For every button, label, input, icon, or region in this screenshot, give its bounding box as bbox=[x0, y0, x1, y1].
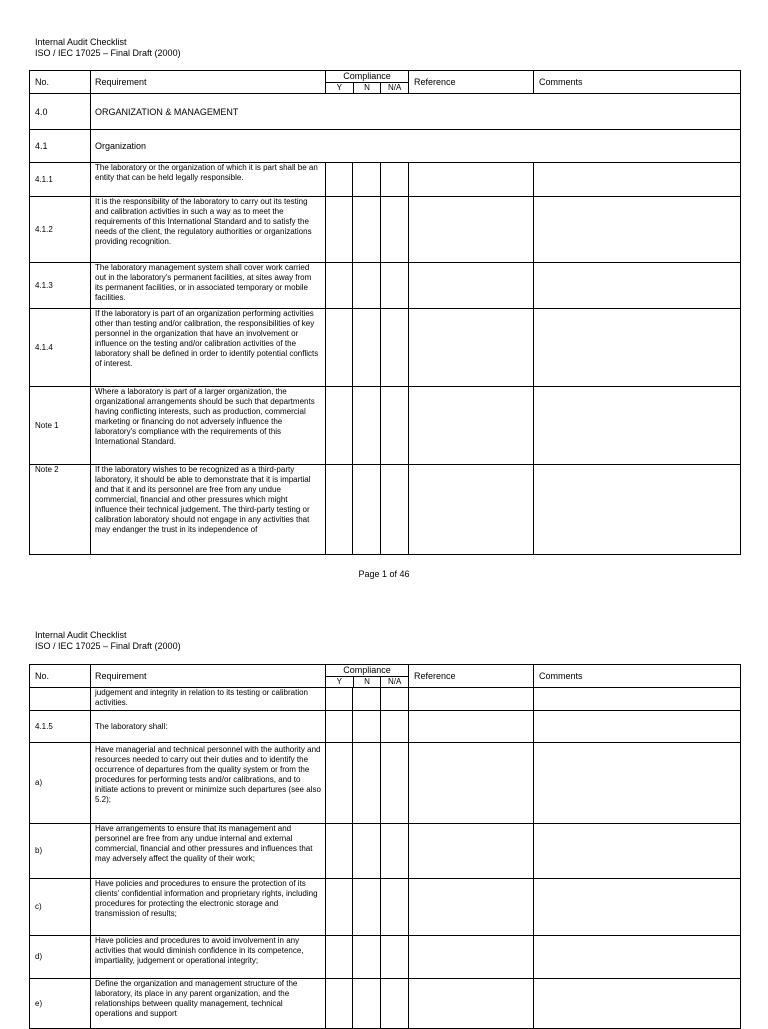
compliance-y-cell[interactable] bbox=[326, 824, 353, 879]
reference-cell[interactable] bbox=[409, 936, 534, 979]
comments-cell[interactable] bbox=[534, 688, 741, 711]
compliance-na-cell[interactable] bbox=[381, 309, 409, 387]
doc-header-page2 bbox=[35, 630, 181, 652]
page-footer: Page 1 of 46 bbox=[358, 569, 410, 579]
row-number: 4.1.4 bbox=[30, 309, 91, 387]
col-requirement-header: Requirement bbox=[91, 71, 326, 94]
compliance-n-cell[interactable] bbox=[353, 465, 381, 555]
compliance-n-cell[interactable] bbox=[353, 824, 381, 879]
comments-cell[interactable] bbox=[534, 824, 741, 879]
row-number: a) bbox=[30, 743, 91, 824]
table-row bbox=[30, 711, 741, 743]
table-row bbox=[30, 465, 741, 555]
compliance-na-cell[interactable] bbox=[381, 936, 409, 979]
row-requirement: The laboratory management system shall cover work carried out in the laboratory's permanent facilities, at sites away from its permanent facilities, or in associated temporary or mobile facilities. bbox=[91, 263, 326, 309]
comments-cell[interactable] bbox=[534, 879, 741, 936]
compliance-n-cell[interactable] bbox=[353, 163, 381, 197]
row-requirement: Have managerial and technical personnel with the authority and resources needed to carry out their duties and to identify the occurrence of departures from the quality system or from the procedures for performing tests and/or calibrations, and to initiate actions to prevent or minimize such departures (see also 5.2); bbox=[91, 743, 326, 824]
compliance-n-cell[interactable] bbox=[353, 309, 381, 387]
compliance-n-cell[interactable] bbox=[353, 197, 381, 263]
comments-cell[interactable] bbox=[534, 743, 741, 824]
compliance-na-cell[interactable] bbox=[381, 465, 409, 555]
row-number: 4.1.2 bbox=[30, 197, 91, 263]
reference-cell[interactable] bbox=[409, 711, 534, 743]
row-requirement: The laboratory or the organization of which it is part shall be an entity that can be held legally responsible. bbox=[91, 163, 326, 197]
compliance-na-cell[interactable] bbox=[381, 979, 409, 1029]
comments-cell[interactable] bbox=[534, 936, 741, 979]
col-comments-header: Comments bbox=[534, 71, 741, 94]
row-number: Note 1 bbox=[30, 387, 91, 465]
compliance-na-cell[interactable] bbox=[381, 688, 409, 711]
table-row bbox=[30, 309, 741, 387]
col-no-header: No. bbox=[30, 665, 91, 688]
row-number: 4.1.3 bbox=[30, 263, 91, 309]
compliance-y-cell[interactable] bbox=[326, 163, 353, 197]
compliance-y-cell[interactable] bbox=[326, 263, 353, 309]
table-row bbox=[30, 94, 741, 130]
row-requirement: Have arrangements to ensure that its management and personnel are free from any undue internal and external commercial, financial and other pressures and influences that may adversely affect the quality of their work; bbox=[91, 824, 326, 879]
reference-cell[interactable] bbox=[409, 688, 534, 711]
table-row bbox=[30, 387, 741, 465]
compliance-y-cell[interactable] bbox=[326, 979, 353, 1029]
reference-cell[interactable] bbox=[409, 387, 534, 465]
col-requirement-header: Requirement bbox=[91, 665, 326, 688]
compliance-na-cell[interactable] bbox=[381, 197, 409, 263]
row-number: b) bbox=[30, 824, 91, 879]
row-requirement: judgement and integrity in relation to its testing or calibration activities. bbox=[91, 688, 326, 711]
checklist-table-page2 bbox=[29, 664, 741, 1029]
reference-cell[interactable] bbox=[409, 163, 534, 197]
comments-cell[interactable] bbox=[534, 711, 741, 743]
compliance-na-cell[interactable] bbox=[381, 879, 409, 936]
table-row bbox=[30, 263, 741, 309]
col-no-header: No. bbox=[30, 71, 91, 94]
compliance-n-label: N bbox=[354, 83, 382, 93]
compliance-y-cell[interactable] bbox=[326, 465, 353, 555]
table-row bbox=[30, 979, 741, 1029]
row-requirement: Have policies and procedures to ensure the protection of its clients' confidential information and proprietary rights, including procedures for protecting the electronic storage and transmission of results; bbox=[91, 879, 326, 936]
row-requirement: ORGANIZATION & MANAGEMENT bbox=[91, 94, 741, 130]
reference-cell[interactable] bbox=[409, 824, 534, 879]
compliance-y-cell[interactable] bbox=[326, 309, 353, 387]
row-requirement: Define the organization and management structure of the laboratory, its place in any parent organization, and the relationships between quality management, technical operations and support bbox=[91, 979, 326, 1029]
reference-cell[interactable] bbox=[409, 465, 534, 555]
table-row bbox=[30, 743, 741, 824]
row-number: c) bbox=[30, 879, 91, 936]
comments-cell[interactable] bbox=[534, 197, 741, 263]
comments-cell[interactable] bbox=[534, 309, 741, 387]
compliance-na-label: N/A bbox=[388, 83, 402, 92]
checklist-table-page1 bbox=[29, 70, 741, 555]
comments-cell[interactable] bbox=[534, 465, 741, 555]
comments-cell[interactable] bbox=[534, 979, 741, 1029]
compliance-y-cell[interactable] bbox=[326, 711, 353, 743]
col-compliance-header bbox=[326, 665, 409, 688]
compliance-n-cell[interactable] bbox=[353, 387, 381, 465]
reference-cell[interactable] bbox=[409, 263, 534, 309]
comments-cell[interactable] bbox=[534, 163, 741, 197]
col-reference-header: Reference bbox=[409, 665, 534, 688]
reference-cell[interactable] bbox=[409, 879, 534, 936]
compliance-n-cell[interactable] bbox=[353, 688, 381, 711]
row-requirement: It is the responsibility of the laboratory to carry out its testing and calibration activities in such a way as to meet the requirements of this International Standard and to satisfy the needs of the client, the regulatory authorities or organizations providing recognition. bbox=[91, 197, 326, 263]
compliance-na-cell[interactable] bbox=[381, 711, 409, 743]
table-header-row bbox=[30, 665, 741, 688]
compliance-n-cell[interactable] bbox=[353, 263, 381, 309]
comments-cell[interactable] bbox=[534, 387, 741, 465]
compliance-na-cell[interactable] bbox=[381, 387, 409, 465]
header-title: Internal Audit Checklist bbox=[35, 630, 127, 640]
table-row bbox=[30, 879, 741, 936]
col-reference-header: Reference bbox=[409, 71, 534, 94]
table-header-row bbox=[30, 71, 741, 94]
table-row bbox=[30, 936, 741, 979]
compliance-y-label: Y bbox=[326, 83, 354, 93]
compliance-label: Compliance bbox=[326, 665, 408, 677]
header-subtitle: ISO / IEC 17025 – Final Draft (2000) bbox=[35, 48, 181, 58]
compliance-n-label: N bbox=[354, 677, 382, 687]
compliance-n-cell[interactable] bbox=[353, 879, 381, 936]
reference-cell[interactable] bbox=[409, 979, 534, 1029]
compliance-y-cell[interactable] bbox=[326, 743, 353, 824]
row-number: 4.1.5 bbox=[30, 711, 91, 743]
compliance-y-cell[interactable] bbox=[326, 879, 353, 936]
row-requirement: Organization bbox=[91, 130, 741, 163]
compliance-label: Compliance bbox=[326, 71, 408, 83]
col-compliance-header bbox=[326, 71, 409, 94]
row-requirement: Where a laboratory is part of a larger organization, the organizational arrangements should be such that departments having conflicting interests, such as production, commercial marketing or financing do not adversely influence the laboratory's compliance with the requirements of this International Standard. bbox=[91, 387, 326, 465]
row-requirement: If the laboratory wishes to be recognized as a third-party laboratory, it should be able to demonstrate that it is impartial and that it and its personnel are free from any undue commercial, financial and other pressures which might influence their technical judgement. The third-party testing or calibration laboratory should not engage in any activities that may endanger the trust in its independence of bbox=[91, 465, 326, 555]
reference-cell[interactable] bbox=[409, 197, 534, 263]
compliance-n-cell[interactable] bbox=[353, 711, 381, 743]
compliance-y-cell[interactable] bbox=[326, 387, 353, 465]
row-number: 4.0 bbox=[30, 94, 91, 130]
compliance-n-cell[interactable] bbox=[353, 743, 381, 824]
compliance-y-label: Y bbox=[326, 677, 354, 687]
comments-cell[interactable] bbox=[534, 263, 741, 309]
row-number: 4.1 bbox=[30, 130, 91, 163]
header-title: Internal Audit Checklist bbox=[35, 37, 127, 47]
row-number: d) bbox=[30, 936, 91, 979]
reference-cell[interactable] bbox=[409, 743, 534, 824]
compliance-y-cell[interactable] bbox=[326, 936, 353, 979]
row-number: 4.1.1 bbox=[30, 163, 91, 197]
doc-header-page1 bbox=[35, 37, 181, 59]
row-number bbox=[30, 688, 91, 711]
compliance-na-cell[interactable] bbox=[381, 824, 409, 879]
table-row bbox=[30, 163, 741, 197]
compliance-n-cell[interactable] bbox=[353, 979, 381, 1029]
row-requirement: Have policies and procedures to avoid involvement in any activities that would diminish confidence in its competence, impartiality, judgement or operational integrity; bbox=[91, 936, 326, 979]
compliance-y-cell[interactable] bbox=[326, 197, 353, 263]
table-row bbox=[30, 688, 741, 711]
table-row bbox=[30, 824, 741, 879]
table-row bbox=[30, 130, 741, 163]
compliance-na-label: N/A bbox=[388, 677, 402, 686]
row-requirement: The laboratory shall: bbox=[91, 711, 326, 743]
compliance-n-cell[interactable] bbox=[353, 936, 381, 979]
compliance-na-cell[interactable] bbox=[381, 163, 409, 197]
col-comments-header: Comments bbox=[534, 665, 741, 688]
header-subtitle: ISO / IEC 17025 – Final Draft (2000) bbox=[35, 641, 181, 651]
compliance-na-cell[interactable] bbox=[381, 743, 409, 824]
row-number: Note 2 bbox=[30, 465, 91, 555]
compliance-na-cell[interactable] bbox=[381, 263, 409, 309]
row-number: e) bbox=[30, 979, 91, 1029]
compliance-y-cell[interactable] bbox=[326, 688, 353, 711]
row-requirement: If the laboratory is part of an organization performing activities other than testing and/or calibration, the responsibilities of key personnel in the organization that have an involvement or influence on the testing and/or calibration activities of the laboratory shall be defined in order to identify potential conflicts of interest. bbox=[91, 309, 326, 387]
reference-cell[interactable] bbox=[409, 309, 534, 387]
table-row bbox=[30, 197, 741, 263]
